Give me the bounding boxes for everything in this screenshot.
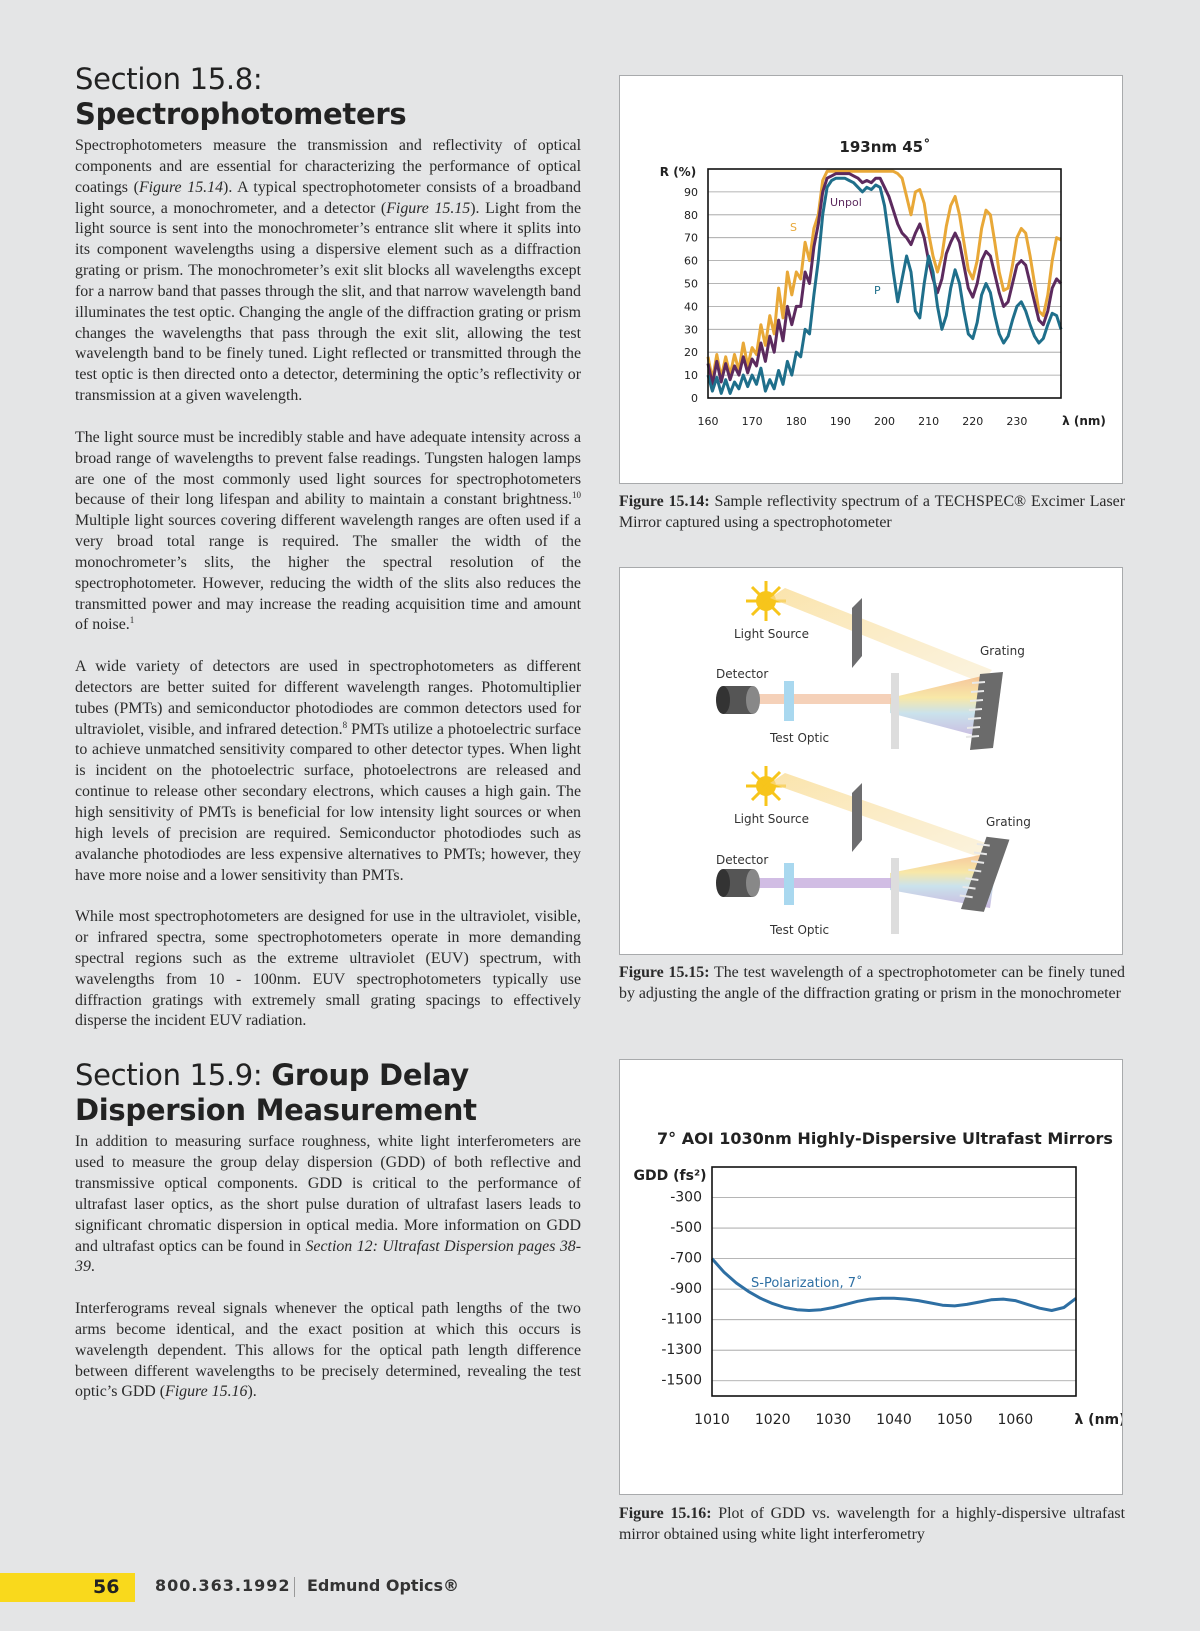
chart-title: 7° AOI 1030nm Highly-Dispersive Ultrafast Mirrors: [657, 1129, 1113, 1148]
y-tick-label: 60: [684, 254, 698, 268]
test-optic-label: Test Optic: [770, 731, 830, 745]
x-tick-label: 1020: [754, 1412, 791, 1428]
light-source-label: Light Source: [734, 812, 809, 826]
paragraph: While most spectrophotometers are designed for use in the ultraviolet, visible, or infrared spectra, some spectrophotometers operate in more demanding spectral regions such as the extreme ultraviolet (EUV) spectrum, with wavelengths from 10 - 100nm. EUV spectrophotometers typically use diffraction gratings with extremely small grating spacings to effectively disperse the incident EUV radiation.: [75, 908, 581, 1030]
series-label-s-polarization: S-Polarization, 7˚: [751, 1276, 863, 1291]
figure-15-14-panel: [619, 75, 1123, 484]
y-tick-label: 50: [684, 277, 698, 291]
bottom-assembly: [716, 766, 1031, 937]
x-tick-label: 210: [918, 415, 940, 428]
page-number: 56: [93, 1576, 120, 1598]
section-reference-link[interactable]: Section 12: Ultrafast Dispersion pages 38-39: [75, 1237, 581, 1276]
x-tick-label: 1010: [694, 1412, 730, 1428]
section-number: Section 15.8:: [75, 62, 263, 96]
x-axis-label: λ (nm): [1062, 414, 1106, 428]
x-tick-label: 1030: [815, 1412, 852, 1428]
series-label-unpol: Unpol: [830, 196, 862, 209]
y-tick-label: 0: [691, 392, 698, 405]
footer-divider: [294, 1577, 295, 1597]
footnote-ref: 8: [342, 719, 348, 730]
paragraph: Interferograms reveal signals whenever the optical path lengths of the two arms become identical, and the exact position at which this occurs is wavelength dependent. This allows for the optical path length difference between different wavelengths to be precisely determined, revealing the test optic’s GDD (Figure 15.16).: [75, 1300, 581, 1401]
section-15-9-heading: [75, 1058, 581, 1128]
paragraph: A wide variety of detectors are used in spectrophotometers as different detectors are better suited for different wavelength ranges. Photomultiplier tubes (PMTs) and semiconductor photodiodes are common detectors used for ultraviolet, visible, and infrared detection.$^8$ PMTs utilize a photoelectric surface to achieve unmatched sensitivity compared to other detector types. When light is incident on the photoelectric surface, photoelectrons are released and continue to release other secondary electrons, which causes a high gain. The high sensitivity of PMTs is beneficial for low intensity light sources or when high levels of precision are required. Semiconductor photodiodes such as avalanche photodiodes are less expensive alternatives to PMTs; however, they have more noise and a lower sensitivity than PMTs.: [75, 658, 581, 884]
x-tick-label: 230: [1006, 415, 1028, 428]
left-column: [75, 62, 581, 1424]
figure-label: Figure 15.16:: [619, 1505, 712, 1522]
reflectivity-chart: [620, 76, 1122, 483]
y-tick-label: -700: [670, 1250, 702, 1267]
figure-15-16-panel: [619, 1059, 1123, 1495]
figure-15-16-caption: Figure 15.16: Plot of GDD vs. wavelength for a highly-dispersive ultrafast mirror obtained using white light interferometry: [619, 1505, 1125, 1543]
section-number: Section 15.9:: [75, 1058, 272, 1093]
test-optic: [784, 681, 794, 721]
y-tick-label: 40: [684, 300, 698, 314]
section-title: Spectrophotometers: [75, 97, 407, 131]
y-tick-label: 90: [684, 185, 698, 199]
x-tick-label: 220: [962, 415, 984, 428]
figure-15-15-panel: [619, 567, 1123, 955]
series-label-s: S: [790, 221, 797, 234]
test-optic-label: Test Optic: [770, 923, 830, 937]
detector-icon: [716, 869, 760, 897]
x-tick-label: 190: [829, 415, 851, 428]
figure-reference-link[interactable]: Figure 15.16: [165, 1383, 248, 1401]
section-15-8-heading: [75, 62, 581, 132]
footnote-ref: 1: [129, 615, 135, 626]
grating-label: Grating: [980, 644, 1025, 658]
paragraph: Spectrophotometers measure the transmission and reflectivity of optical components and are essential for characterizing the performance of optical coatings (Figure 15.14). A typical spectrophotometer consists of a broadband light source, a monochrometer, and a detector (Figure 15.15). Light from the light source is sent into the monochrometer’s entrance slit where it splits into its component wavelengths using a dispersive element such as a diffraction grating or prism. The monochrometer’s exit slit blocks all wavelengths except for a narrow band that passes through the slit, and that narrow wavelength band illuminates the test optic. Changing the angle of the diffraction grating or prism changes the wavelengths that pass through the exit slit, allowing the test wavelength band to be finely tuned. Light reflected or transmitted through the test optic is then directed onto a detector, determining the optic’s reflectivity or transmission at a given wavelength.: [75, 137, 581, 405]
y-tick-label: 10: [684, 369, 698, 383]
test-optic: [784, 863, 794, 905]
footnote-ref: 10: [572, 490, 581, 501]
gdd-chart: [620, 1060, 1122, 1494]
y-tick-label: 70: [684, 231, 698, 245]
spectrophotometer-diagram: [620, 568, 1122, 954]
x-tick-label: 200: [874, 415, 895, 428]
y-axis-label: GDD (fs²): [633, 1168, 707, 1184]
x-tick-label: 180: [785, 415, 807, 428]
y-axis-label: R (%): [659, 165, 697, 179]
y-tick-label: 80: [684, 208, 698, 222]
y-tick-label: 20: [684, 346, 698, 360]
y-tick-label: -1100: [661, 1311, 702, 1328]
entrance-slit: [852, 783, 862, 852]
grating-label: Grating: [986, 815, 1031, 829]
entrance-slit: [852, 598, 862, 668]
figure-label: Figure 15.15:: [619, 964, 710, 981]
chart-title: 193nm 45˚: [839, 138, 931, 156]
series-label-p: P: [874, 284, 881, 297]
y-tick-label: -500: [670, 1220, 702, 1237]
x-axis-label: λ (nm): [1074, 1412, 1122, 1428]
y-tick-label: 30: [684, 323, 698, 337]
x-tick-label: 1060: [997, 1412, 1034, 1428]
x-tick-label: 1050: [936, 1412, 973, 1428]
y-tick-label: -1500: [661, 1372, 702, 1389]
section-title-line: Group Delay: [271, 1058, 469, 1093]
section-title-line: Dispersion Measurement: [75, 1093, 477, 1128]
figure-15-15-caption: Figure 15.15: The test wavelength of a spectrophotometer can be finely tuned by adjusting the angle of the diffraction grating or prism in the monochrometer: [619, 964, 1125, 1002]
footer-phone: 800.363.1992: [155, 1576, 291, 1595]
y-tick-label: -300: [670, 1189, 702, 1206]
y-tick-label: -900: [670, 1281, 702, 1298]
detector-icon: [716, 686, 760, 714]
x-tick-label: 160: [697, 415, 719, 428]
x-tick-label: 170: [741, 415, 763, 428]
figure-15-14-caption: Figure 15.14: Sample reflectivity spectrum of a TECHSPEC® Excimer Laser Mirror captured using a spectrophotometer: [619, 493, 1125, 531]
top-assembly: [716, 581, 1025, 750]
exit-slit: [891, 858, 899, 934]
footer-brand: Edmund Optics®: [307, 1576, 460, 1595]
paragraph: In addition to measuring surface roughness, white light interferometers are used to measure the group delay dispersion (GDD) of both reflective and transmissive optical components. GDD is critical to the performance of ultrafast laser optics, as the short pulse duration of ultrafast lasers leads to significant chromatic dispersion in optical media. More information on GDD and ultrafast optics can be found in Section 12: Ultrafast Dispersion pages 38-39.: [75, 1133, 581, 1276]
detector-label: Detector: [716, 853, 769, 867]
figure-reference-link[interactable]: Figure 15.15: [386, 199, 471, 217]
y-tick-label: -1300: [661, 1342, 702, 1359]
figure-label: Figure 15.14:: [619, 493, 710, 510]
figure-reference-link[interactable]: Figure 15.14: [138, 178, 224, 196]
x-tick-label: 1040: [876, 1412, 912, 1428]
paragraph: The light source must be incredibly stable and have adequate intensity across a broad range of wavelengths to prevent false readings. Tungsten halogen lamps are one of the most commonly used light sources for spectrophotometers because of their long lifespan and ability to maintain a constant brightness.$^{10}$ Multiple light sources covering different wavelength ranges are often used if a very broad total range is required. The smaller the width of the monochrometer’s slits, the higher the spectral resolution of the spectrophotometer. However, reducing the width of the slits also reduces the transmitted power and may increase the reading acquisition time and amount of noise.$^1$: [75, 428, 581, 634]
detector-label: Detector: [716, 667, 769, 681]
exit-slit: [891, 673, 899, 749]
light-source-label: Light Source: [734, 627, 809, 641]
